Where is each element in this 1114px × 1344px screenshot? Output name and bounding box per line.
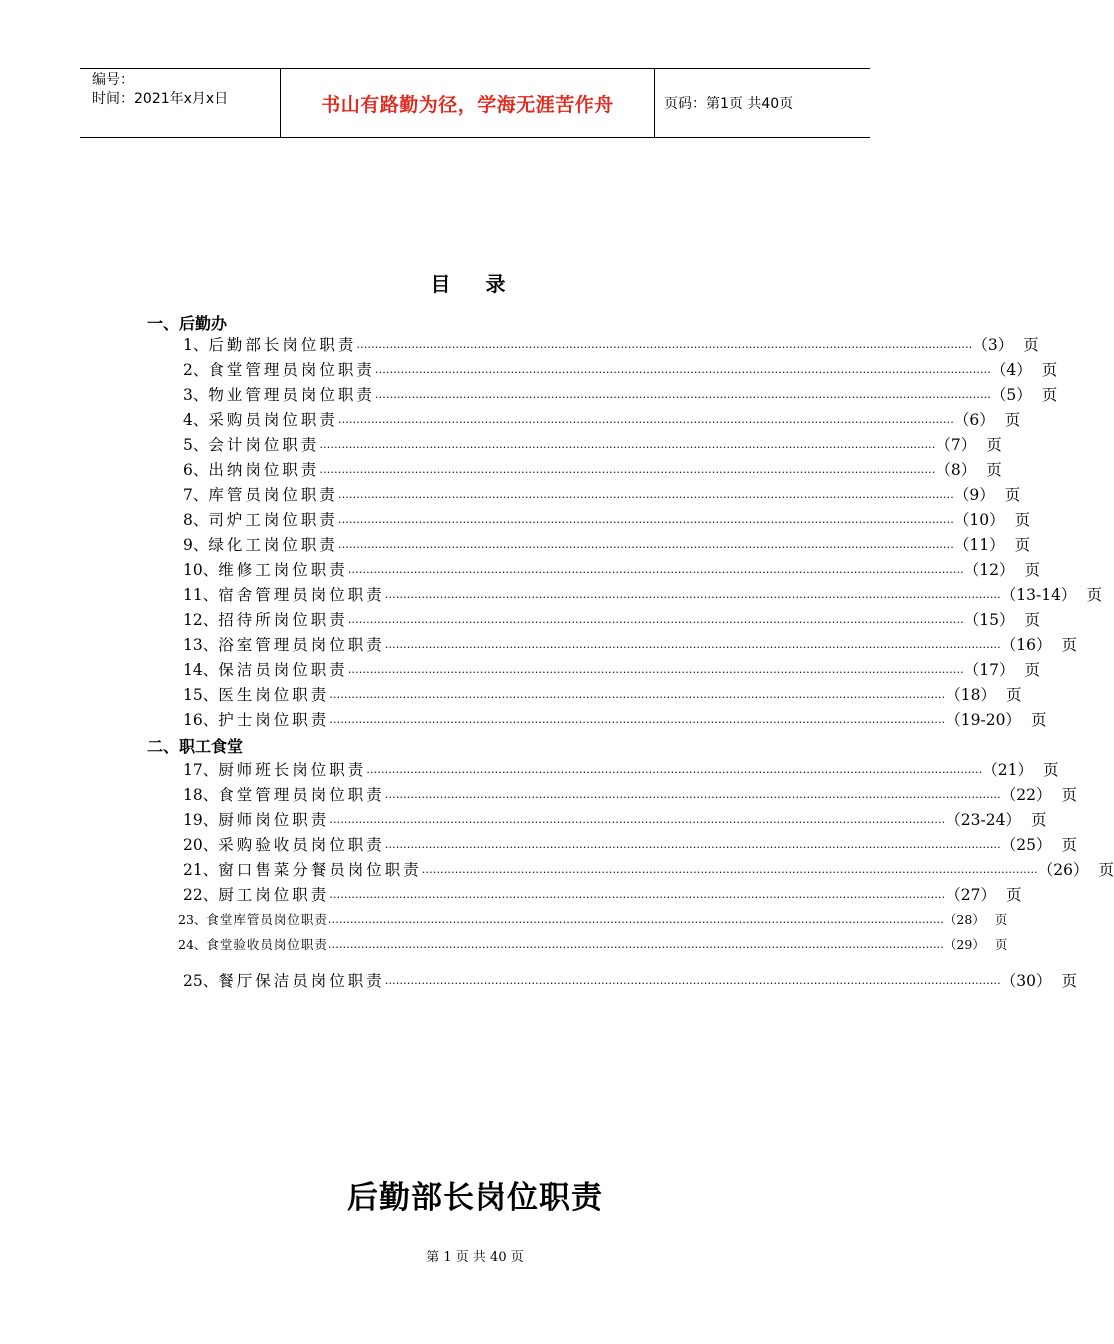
section-heading: 二、职工食堂 (147, 737, 244, 756)
dot-leader: …………………………………………………………………………………………………………………………………………………… (356, 337, 973, 351)
toc-entry-suffix: 页 (1061, 836, 1077, 854)
toc-entry[interactable] (183, 508, 1031, 530)
toc-entry-label: 食堂管理员岗位职责 (218, 786, 385, 804)
toc-entry-page: （17） (963, 661, 1015, 679)
dot-leader: …………………………………………………………………………………………………………………………………………………… (384, 787, 1001, 801)
toc-entry-number: 20、 (183, 836, 219, 854)
time-label: 时间：2021年x月x日 (92, 91, 229, 107)
toc-entry-number: 16、 (183, 711, 219, 729)
toc-entry-number: 17、 (183, 761, 219, 779)
toc-entry-label: 会计岗位职责 (208, 436, 320, 454)
number-label: 编号： (92, 72, 134, 88)
dot-leader: …………………………………………………………………………………………………………………………………………………… (337, 487, 954, 501)
toc-entry-number: 2、 (183, 361, 209, 379)
toc-entry-suffix: 页 (986, 461, 1002, 479)
toc-entry-label: 后勤部长岗位职责 (208, 336, 357, 354)
toc-entry-page: （6） (953, 411, 995, 429)
toc-entry[interactable] (183, 633, 1077, 655)
toc-entry-suffix: 页 (1030, 811, 1047, 829)
toc-entry-label: 出纳岗位职责 (208, 461, 320, 479)
toc-entry-label: 物业管理员岗位职责 (208, 386, 375, 404)
toc-entry[interactable] (183, 608, 1040, 630)
toc-entry-page: （13-14） (1000, 586, 1077, 604)
dot-leader: …………………………………………………………………………………………………………………………………………………… (319, 462, 936, 476)
toc-entry-page: （5） (990, 386, 1032, 404)
toc-entry-label: 司炉工岗位职责 (208, 511, 338, 529)
toc-entry[interactable] (183, 458, 1002, 480)
header-motto-cell (281, 69, 655, 137)
toc-entry-page: （12） (963, 561, 1015, 579)
toc-entry-suffix: 页 (1061, 636, 1077, 654)
toc-entry-page: （8） (935, 461, 977, 479)
toc-entry[interactable] (183, 858, 1114, 880)
toc-entry-number: 11、 (183, 586, 219, 604)
toc-entry-page: （21） (982, 761, 1033, 779)
toc-entry-label: 食堂管理员岗位职责 (208, 361, 375, 379)
dot-leader: …………………………………………………………………………………………………………………………………………………… (384, 837, 1001, 851)
dot-leader: …………………………………………………………………………………………………………………………………………………… (329, 687, 946, 701)
toc-entry-suffix: 页 (1030, 711, 1047, 729)
toc-entry-suffix: 页 (1014, 511, 1031, 529)
toc-entry-number: 22、 (183, 886, 219, 904)
toc-entry-page: （28） (943, 912, 985, 927)
dot-leader: …………………………………………………………………………………………………………………………………………………… (374, 387, 991, 401)
toc-entry-number: 14、 (183, 661, 219, 679)
toc-entry[interactable] (183, 383, 1058, 405)
dot-leader: …………………………………………………………………………………………………………………………………………………… (329, 887, 946, 901)
toc-entry[interactable] (183, 758, 1059, 780)
toc-entry[interactable] (183, 808, 1047, 830)
dot-leader: …………………………………………………………………………………………………………………………………………………… (337, 537, 954, 551)
toc-entry[interactable] (183, 558, 1040, 580)
toc-entry[interactable] (183, 969, 1077, 991)
toc-entry[interactable] (183, 683, 1022, 705)
dot-leader: …………………………………………………………………………………………………………………………………………………… (384, 637, 1001, 651)
toc-entry-page: （3） (972, 336, 1014, 354)
toc-entry-suffix: 页 (1098, 861, 1114, 879)
dot-leader: …………………………………………………………………………………………………………………………………………………… (374, 362, 991, 376)
toc-entry[interactable] (183, 333, 1039, 355)
toc-entry-number: 7、 (183, 486, 209, 504)
dot-leader: …………………………………………………………………………………………………………………………………………………… (384, 973, 1001, 987)
main-title: 后勤部长岗位职责 (347, 1180, 603, 1216)
toc-entry[interactable] (183, 533, 1031, 555)
toc-entry-label: 医生岗位职责 (218, 686, 330, 704)
toc-entry-suffix: 页 (1004, 411, 1021, 429)
toc-entry-page: （9） (953, 486, 995, 504)
dot-leader: …………………………………………………………………………………………………………………………………………………… (347, 612, 964, 626)
toc-entry-label: 厨师班长岗位职责 (218, 761, 367, 779)
toc-entry-suffix: 页 (1004, 486, 1021, 504)
toc-entry-label: 采购员岗位职责 (208, 411, 338, 429)
dot-leader: …………………………………………………………………………………………………………………………………………………… (366, 762, 983, 776)
toc-entry-number: 18、 (183, 786, 219, 804)
toc-entry[interactable] (183, 883, 1022, 905)
toc-entry-page: （25） (1000, 836, 1052, 854)
toc-entry-suffix: 页 (1005, 686, 1022, 704)
toc-entry[interactable] (183, 833, 1077, 855)
toc-entry-page: （4） (990, 361, 1032, 379)
toc-entry-label: 维修工岗位职责 (218, 561, 348, 579)
page-info: 页码：第1页 共40页 (664, 96, 794, 112)
toc-entry-label: 食堂库管员岗位职责 (206, 912, 328, 927)
toc-entry-number: 5、 (183, 436, 209, 454)
toc-entry-number: 21、 (183, 861, 219, 879)
toc-entry-page: （16） (1000, 636, 1052, 654)
toc-entry-number: 24、 (178, 937, 207, 952)
toc-entry-number: 12、 (183, 611, 219, 629)
toc-entry-label: 宿舍管理员岗位职责 (218, 586, 385, 604)
section-heading: 一、后勤办 (147, 314, 228, 333)
toc-entry-number: 15、 (183, 686, 219, 704)
page-header (80, 68, 870, 138)
toc-entry-page: （26） (1037, 861, 1089, 879)
toc-entry-number: 23、 (178, 912, 207, 927)
toc-entry-suffix: 页 (1086, 586, 1102, 604)
header-meta (80, 69, 281, 137)
dot-leader: …………………………………………………………………………………………………………………………………………………… (337, 512, 954, 526)
toc-entry-suffix: 页 (1061, 972, 1077, 990)
toc-entry-number: 4、 (183, 411, 209, 429)
toc-entry-suffix: 页 (1042, 761, 1059, 779)
dot-leader: …………………………………………………………………………………………………………………………………………………… (347, 562, 964, 576)
toc-entry-number: 3、 (183, 386, 209, 404)
toc-entry-suffix: 页 (1014, 536, 1031, 554)
toc-entry-page: （29） (943, 937, 985, 952)
toc-entry-label: 保洁员岗位职责 (218, 661, 348, 679)
page-footer: 第 1 页 共 40 页 (426, 1250, 524, 1265)
toc-entry-number: 13、 (183, 636, 219, 654)
toc-entry-page: （11） (953, 536, 1005, 554)
toc-entry-suffix: 页 (1024, 561, 1040, 579)
toc-entry-page: （7） (935, 436, 977, 454)
toc-entry-suffix: 页 (1024, 661, 1040, 679)
toc-entry-number: 19、 (183, 811, 219, 829)
toc-entry-suffix: 页 (1061, 786, 1077, 804)
toc-entry[interactable] (183, 658, 1040, 680)
toc-entry-label: 护士岗位职责 (218, 711, 330, 729)
dot-leader: …………………………………………………………………………………………………………………………………………………… (337, 412, 954, 426)
toc-entry[interactable] (183, 583, 1102, 605)
dot-leader: …………………………………………………………………………………………………………………………………………………… (384, 587, 1001, 601)
motto: 书山有路勤为径，学海无涯苦作舟 (321, 93, 614, 116)
dot-leader: …………………………………………………………………………………………………………………………………………………… (329, 712, 946, 726)
dot-leader: …………………………………………………………………………………………………………………………………………………… (421, 862, 1038, 876)
toc-entry-label: 库管员岗位职责 (208, 486, 338, 504)
toc-entry-suffix: 页 (1041, 361, 1058, 379)
toc-entry-label: 采购验收员岗位职责 (218, 836, 385, 854)
toc-entry-label: 窗口售菜分餐员岗位职责 (218, 861, 422, 879)
toc-entry[interactable] (183, 483, 1021, 505)
toc-entry[interactable] (183, 408, 1021, 430)
toc-entry-suffix: 页 (1005, 886, 1022, 904)
header-page-info (654, 69, 870, 137)
toc-entry-page: （19-20） (945, 711, 1021, 729)
toc-entry-page: （30） (1000, 972, 1052, 990)
toc-entry[interactable] (183, 358, 1058, 380)
toc-entry-page: （22） (1000, 786, 1052, 804)
toc-entry-suffix: 页 (1024, 611, 1040, 629)
toc-entry-suffix: 页 (994, 912, 1008, 927)
toc-entry-page: （10） (953, 511, 1005, 529)
toc-entry-suffix: 页 (986, 436, 1002, 454)
toc-entry[interactable] (183, 433, 1002, 455)
toc-entry-suffix: 页 (994, 937, 1008, 952)
toc-entry-suffix: 页 (1041, 386, 1058, 404)
dot-leader: …………………………………………………………………………………………………………………………………………………… (329, 812, 946, 826)
toc-entry-label: 浴室管理员岗位职责 (218, 636, 385, 654)
toc-entry-number: 8、 (183, 511, 209, 529)
toc-entry-label: 厨工岗位职责 (218, 886, 330, 904)
toc-entry-page: （23-24） (945, 811, 1021, 829)
toc-entry-number: 10、 (183, 561, 219, 579)
toc-entry-page: （15） (963, 611, 1015, 629)
dot-leader: …………………………………………………………………………………………………………………………………………………… (327, 912, 944, 926)
toc-entry-page: （18） (945, 686, 996, 704)
toc-entry-label: 厨师岗位职责 (218, 811, 330, 829)
toc-entry-label: 食堂验收员岗位职责 (206, 937, 328, 952)
toc-entry[interactable] (183, 783, 1077, 805)
dot-leader: …………………………………………………………………………………………………………………………………………………… (347, 662, 964, 676)
toc-entry[interactable] (178, 933, 1008, 955)
toc-entry-number: 9、 (183, 536, 209, 554)
toc-entry-label: 餐厅保洁员岗位职责 (218, 972, 385, 990)
toc-entry-suffix: 页 (1023, 336, 1039, 354)
dot-leader: …………………………………………………………………………………………………………………………………………………… (319, 437, 936, 451)
toc-entry-label: 招待所岗位职责 (218, 611, 348, 629)
toc-entry-number: 6、 (183, 461, 209, 479)
toc-entry-page: （27） (945, 886, 996, 904)
toc-entry-label: 绿化工岗位职责 (208, 536, 338, 554)
dot-leader: …………………………………………………………………………………………………………………………………………………… (327, 937, 944, 951)
toc-title: 目 录 (430, 272, 520, 296)
toc-entry[interactable] (183, 708, 1047, 730)
toc-entry-number: 1、 (183, 336, 209, 354)
toc-entry-number: 25、 (183, 972, 219, 990)
toc-entry[interactable] (178, 908, 1008, 930)
